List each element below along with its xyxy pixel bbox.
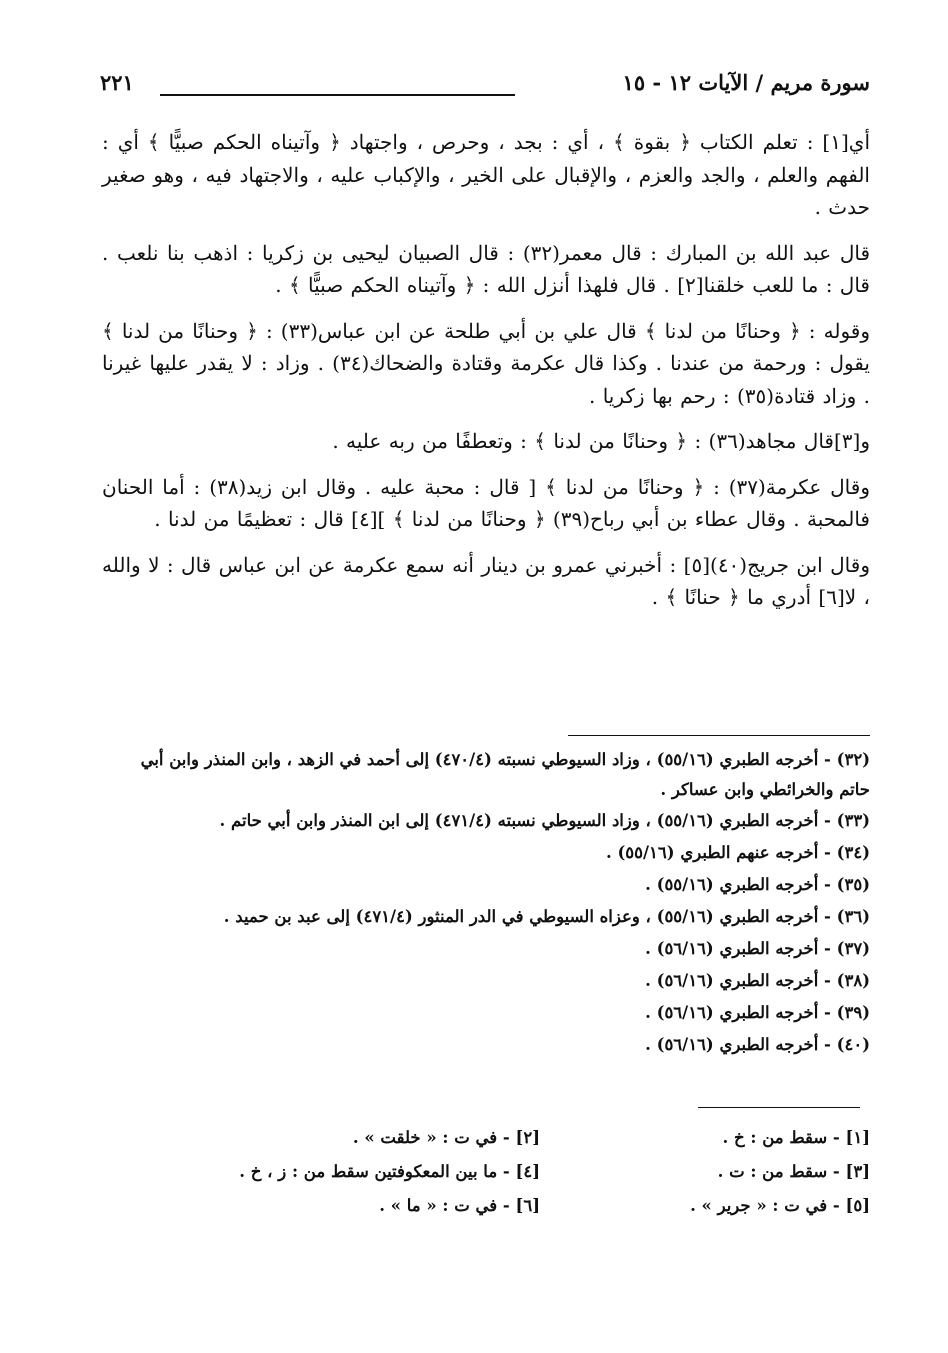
surah-title: سورة مريم / الآيات ١٢ - ١٥ bbox=[622, 70, 870, 95]
footnotes bbox=[108, 745, 870, 1061]
manuscript-variants bbox=[210, 1120, 870, 1222]
variant-note: [٣] - سقط من : ت . bbox=[717, 1161, 870, 1181]
variant-note: [١] - سقط من : خ . bbox=[722, 1127, 870, 1147]
footnote: (٣٨) - أخرجه الطبري (٥٦/١٦) . bbox=[645, 971, 870, 990]
page-number: ٢٢١ bbox=[100, 70, 134, 95]
paragraph: وقال ابن جريج(٤٠)[٥] : أخبرني عمرو بن دينار أنه سمع عكرمة عن ابن عباس قال : لا والله ، لا[٦] أدري ما ﴿ حنانًا ﴾ . bbox=[102, 552, 870, 609]
footnote: (٣٥) - أخرجه الطبري (٥٥/١٦) . bbox=[645, 875, 870, 894]
paragraph: وقال عكرمة(٣٧) : ﴿ وحنانًا من لدنا ﴾ [ قال : محبة عليه . وقال ابن زيد(٣٨) : أما الحنان فالمحبة . وقال عطاء بن أبي رباح(٣٩) ﴿ وحنانًا من لدنا ﴾ ][٤] قال : تعظيمًا من لدنا . bbox=[102, 474, 870, 531]
paragraph: و[٣]قال مجاهد(٣٦) : ﴿ وحنانًا من لدنا ﴾ : وتعطفًا من ربه عليه . bbox=[332, 429, 870, 453]
main-text bbox=[102, 126, 870, 627]
page-header bbox=[100, 70, 870, 106]
footnote: (٣٢) - أخرجه الطبري (٥٥/١٦) ، وزاد السيوطي نسبته (٤٧٠/٤) إلى أحمد في الزهد ، وابن المنذر وابن أبي حاتم والخرائطي وابن عساكر . bbox=[140, 750, 870, 799]
footnote: (٣٧) - أخرجه الطبري (٥٦/١٦) . bbox=[645, 939, 870, 958]
variant-row bbox=[210, 1120, 870, 1154]
variant-row bbox=[210, 1188, 870, 1222]
footnote: (٣٦) - أخرجه الطبري (٥٥/١٦) ، وعزاه السيوطي في الدر المنثور (٤٧١/٤) إلى عبد بن حميد . bbox=[223, 907, 870, 926]
variant-row bbox=[210, 1154, 870, 1188]
variants-rule bbox=[698, 1107, 860, 1108]
footnote-rule bbox=[568, 735, 870, 736]
paragraph: وقوله : ﴿ وحنانًا من لدنا ﴾ قال علي بن أبي طلحة عن ابن عباس(٣٣) : ﴿ وحنانًا من لدنا ﴾ يقول : ورحمة من عندنا . وكذا قال عكرمة وقتادة والضحاك(٣٤) . وزاد : لا يقدر عليها غيرنا . وزاد قتادة(٣٥) : رحم بها زكريا . bbox=[102, 318, 870, 408]
variant-note: [٦] - في ت : « ما » . bbox=[379, 1195, 540, 1215]
paragraph: قال عبد الله بن المبارك : قال معمر(٣٢) : قال الصبيان ليحيى بن زكريا : اذهب بنا نلعب . قال : ما للعب خلقنا[٢] . قال فلهذا أنزل الله : ﴿ وآتيناه الحكم صبيًّا ﴾ . bbox=[102, 240, 871, 297]
variant-note: [٤] - ما بين المعكوفتين سقط من : ز ، خ . bbox=[239, 1161, 540, 1181]
paragraph: أي[١] : تعلم الكتاب ﴿ بقوة ﴾ ، أي : بجد ، وحرص ، واجتهاد ﴿ وآتيناه الحكم صبيًّا ﴾ أي : الفهم والعلم ، والجد والعزم ، والإقبال على الخير ، والإكباب عليه ، والاجتهاد فيه ، وهو صغير حدث . bbox=[102, 130, 870, 219]
variant-note: [٢] - في ت : « خلقت » . bbox=[352, 1127, 540, 1147]
footnote: (٣٤) - أخرجه عنهم الطبري (٥٥/١٦) . bbox=[605, 843, 870, 862]
header-rule bbox=[160, 94, 515, 96]
footnote: (٤٠) - أخرجه الطبري (٥٦/١٦) . bbox=[645, 1035, 870, 1054]
variant-note: [٥] - في ت : « جرير » . bbox=[690, 1195, 870, 1215]
footnote: (٣٣) - أخرجه الطبري (٥٥/١٦) ، وزاد السيوطي نسبته (٤٧١/٤) إلى ابن المنذر وابن أبي حاتم . bbox=[219, 811, 870, 830]
footnote: (٣٩) - أخرجه الطبري (٥٦/١٦) . bbox=[645, 1003, 870, 1022]
